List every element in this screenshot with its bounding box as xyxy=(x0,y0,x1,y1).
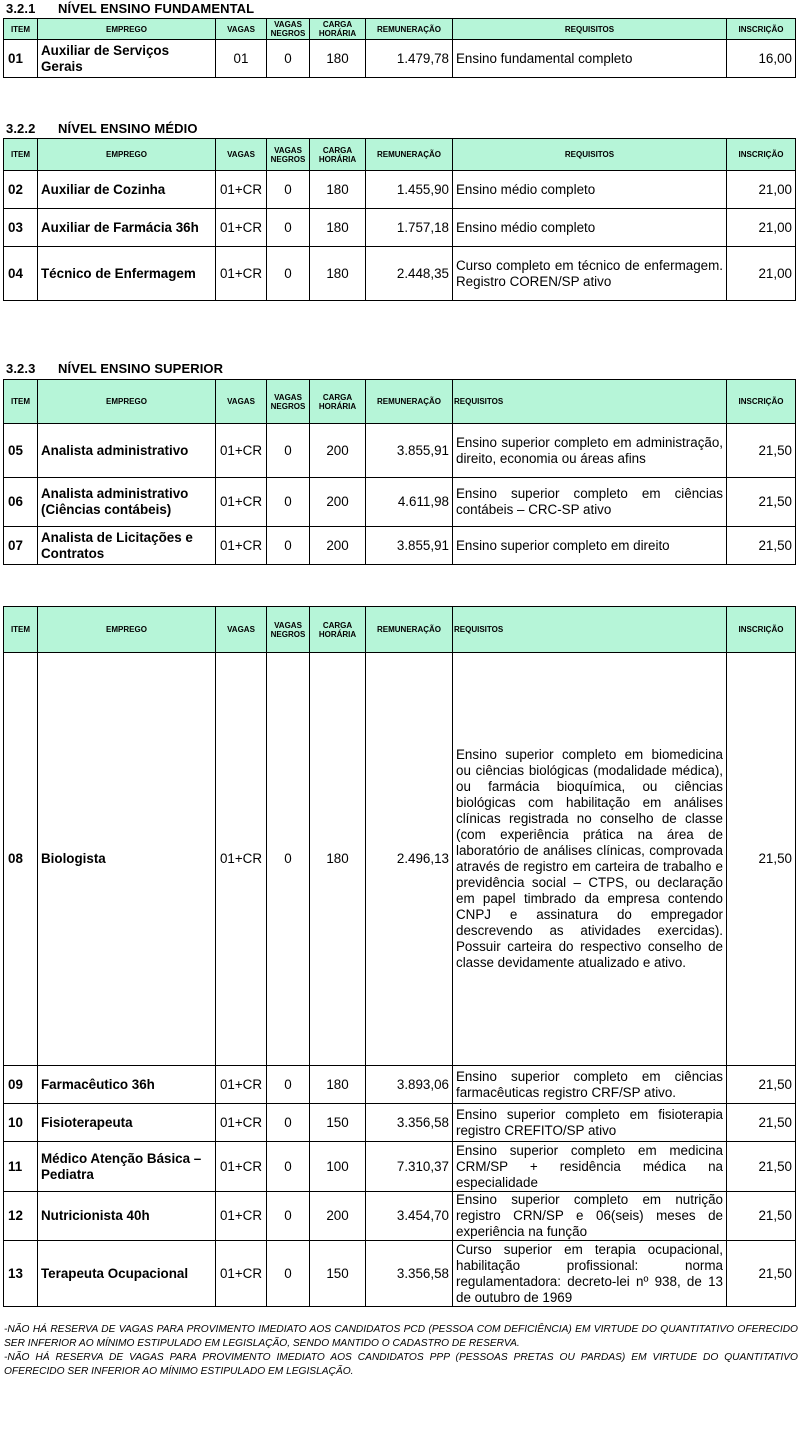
requisitos-cell: Ensino médio completo xyxy=(453,209,727,247)
vagas-negros-cell: 0 xyxy=(267,1142,310,1192)
emprego-cell: Auxiliar de Farmácia 36h xyxy=(38,209,216,247)
section-number: 3.2.3 xyxy=(6,361,36,376)
emprego-cell: Farmacêutico 36h xyxy=(38,1066,216,1104)
emprego-cell: Nutricionista 40h xyxy=(38,1192,216,1241)
vagas-cell: 01 xyxy=(216,40,267,78)
vagas-negros-cell: 0 xyxy=(267,209,310,247)
requisitos-cell: Ensino superior completo em ciências contábeis – CRC-SP ativo xyxy=(453,478,727,527)
inscricao-cell: 21,50 xyxy=(727,527,796,565)
requisitos-cell: Ensino superior completo em nutrição registro CRN/SP e 06(seis) meses de experiência na função xyxy=(453,1192,727,1241)
vagas-cell: 01+CR xyxy=(216,478,267,527)
column-header: VAGAS NEGROS xyxy=(267,607,310,653)
item-cell: 07 xyxy=(4,527,38,565)
column-header: CARGA HORÁRIA xyxy=(310,139,366,171)
section-number: 3.2.1 xyxy=(6,1,36,16)
inscricao-cell: 21,00 xyxy=(727,247,796,301)
column-header: VAGAS xyxy=(216,607,267,653)
vagas-negros-cell: 0 xyxy=(267,478,310,527)
requisitos-cell: Curso completo em técnico de enfermagem. Registro COREN/SP ativo xyxy=(453,247,727,301)
column-header: ITEM xyxy=(4,19,38,40)
column-header: REMUNERAÇÃO xyxy=(366,380,453,424)
requisitos-cell: Ensino superior completo em direito xyxy=(453,527,727,565)
column-header: EMPREGO xyxy=(38,380,216,424)
column-header: REQUISITOS xyxy=(453,607,727,653)
header-row xyxy=(4,19,796,40)
item-cell: 13 xyxy=(4,1241,38,1307)
column-header: INSCRIÇÃO xyxy=(727,380,796,424)
inscricao-cell: 21,50 xyxy=(727,1142,796,1192)
remuneracao-cell: 1.455,90 xyxy=(366,171,453,209)
column-header: VAGAS xyxy=(216,19,267,40)
vagas-negros-cell: 0 xyxy=(267,653,310,1066)
column-header: CARGA HORÁRIA xyxy=(310,380,366,424)
carga-horaria-cell: 150 xyxy=(310,1104,366,1142)
vagas-cell: 01+CR xyxy=(216,209,267,247)
item-cell: 06 xyxy=(4,478,38,527)
section-title: NÍVEL ENSINO FUNDAMENTAL xyxy=(58,1,255,16)
vagas-cell: 01+CR xyxy=(216,653,267,1066)
column-header: EMPREGO xyxy=(38,139,216,171)
vagas-cell: 01+CR xyxy=(216,247,267,301)
emprego-cell: Analista administrativo xyxy=(38,424,216,478)
item-cell: 04 xyxy=(4,247,38,301)
item-cell: 02 xyxy=(4,171,38,209)
inscricao-cell: 21,00 xyxy=(727,209,796,247)
item-cell: 05 xyxy=(4,424,38,478)
remuneracao-cell: 3.454,70 xyxy=(366,1192,453,1241)
table-row xyxy=(4,478,796,527)
remuneracao-cell: 3.356,58 xyxy=(366,1241,453,1307)
carga-horaria-cell: 200 xyxy=(310,527,366,565)
requisitos-cell: Ensino médio completo xyxy=(453,171,727,209)
table-row xyxy=(4,527,796,565)
header-row xyxy=(4,607,796,653)
vagas-cell: 01+CR xyxy=(216,1241,267,1307)
column-header: REMUNERAÇÃO xyxy=(366,607,453,653)
inscricao-cell: 16,00 xyxy=(727,40,796,78)
carga-horaria-cell: 200 xyxy=(310,478,366,527)
vagas-negros-cell: 0 xyxy=(267,1066,310,1104)
requisitos-cell: Ensino superior completo em administração, direito, economia ou áreas afins xyxy=(453,424,727,478)
column-header: INSCRIÇÃO xyxy=(727,139,796,171)
item-cell: 10 xyxy=(4,1104,38,1142)
remuneracao-cell: 3.855,91 xyxy=(366,424,453,478)
jobs-table xyxy=(3,379,796,565)
emprego-cell: Auxiliar de Serviços Gerais xyxy=(38,40,216,78)
emprego-cell: Auxiliar de Cozinha xyxy=(38,171,216,209)
column-header: INSCRIÇÃO xyxy=(727,607,796,653)
vagas-negros-cell: 0 xyxy=(267,1104,310,1142)
requisitos-cell: Ensino superior completo em medicina CRM/SP + residência médica na especialidade xyxy=(453,1142,727,1192)
column-header: REQUISITOS xyxy=(453,19,727,40)
column-header: ITEM xyxy=(4,607,38,653)
emprego-cell: Fisioterapeuta xyxy=(38,1104,216,1142)
column-header: EMPREGO xyxy=(38,19,216,40)
vagas-cell: 01+CR xyxy=(216,1104,267,1142)
table-row xyxy=(4,1192,796,1241)
emprego-cell: Analista administrativo (Ciências contábeis) xyxy=(38,478,216,527)
column-header: VAGAS NEGROS xyxy=(267,380,310,424)
inscricao-cell: 21,50 xyxy=(727,1104,796,1142)
carga-horaria-cell: 180 xyxy=(310,247,366,301)
section-title: NÍVEL ENSINO MÉDIO xyxy=(58,121,198,136)
requisitos-cell: Ensino superior completo em ciências farmacêuticas registro CRF/SP ativo. xyxy=(453,1066,727,1104)
emprego-cell: Terapeuta Ocupacional xyxy=(38,1241,216,1307)
requisitos-cell: Ensino superior completo em fisioterapia registro CREFITO/SP ativo xyxy=(453,1104,727,1142)
vagas-negros-cell: 0 xyxy=(267,247,310,301)
section-heading-superior xyxy=(6,361,223,376)
header-row xyxy=(4,139,796,171)
carga-horaria-cell: 180 xyxy=(310,171,366,209)
inscricao-cell: 21,50 xyxy=(727,1192,796,1241)
requisitos-cell: Curso superior em terapia ocupacional, habilitação profissional: norma regulamentadora: decreto-lei nº 938, de 13 de outubro de 1969 xyxy=(453,1241,727,1307)
column-header: REMUNERAÇÃO xyxy=(366,19,453,40)
remuneracao-cell: 1.479,78 xyxy=(366,40,453,78)
emprego-cell: Técnico de Enfermagem xyxy=(38,247,216,301)
remuneracao-cell: 2.496,13 xyxy=(366,653,453,1066)
item-cell: 11 xyxy=(4,1142,38,1192)
column-header: REQUISITOS xyxy=(453,139,727,171)
section-number: 3.2.2 xyxy=(6,121,36,136)
column-header: VAGAS NEGROS xyxy=(267,139,310,171)
column-header: REQUISITOS xyxy=(453,380,727,424)
remuneracao-cell: 3.855,91 xyxy=(366,527,453,565)
column-header: INSCRIÇÃO xyxy=(727,19,796,40)
vagas-negros-cell: 0 xyxy=(267,171,310,209)
inscricao-cell: 21,50 xyxy=(727,478,796,527)
table-row xyxy=(4,1142,796,1192)
carga-horaria-cell: 180 xyxy=(310,40,366,78)
column-header: ITEM xyxy=(4,380,38,424)
vagas-cell: 01+CR xyxy=(216,171,267,209)
emprego-cell: Biologista xyxy=(38,653,216,1066)
requisitos-cell: Ensino superior completo em biomedicina ou ciências biológicas (modalidade médica), ou farmácia bioquímica, ou ciências biológicas com habilitação em análises clínicas registrada no conselho de classe (com experiência prática na área de laboratório de análises clínicas, comprovada através de registro em carteira de trabalho e previdência social – CTPS, ou declaração em papel timbrado da empresa contendo CNPJ e assinatura do empregador descrevendo as atividades exercidas). Possuir carteira do respectivo conselho de classe devidamente atualizado e ativo. xyxy=(453,653,727,1066)
vagas-cell: 01+CR xyxy=(216,424,267,478)
section-title: NÍVEL ENSINO SUPERIOR xyxy=(58,361,224,376)
column-header: VAGAS xyxy=(216,139,267,171)
footnote-pcd: -NÃO HÁ RESERVA DE VAGAS PARA PROVIMENTO IMEDIATO AOS CANDIDATOS PCD (PESSOA COM DEFICIÊNCIA) EM VIRTUDE DO QUANTITATIVO OFERECIDO SER INFERIOR AO MÍNIMO ESTIPULADO EM LEGISLAÇÃO, SENDO MANTIDO O CADASTRO DE RESERVA. xyxy=(4,1324,798,1349)
section-heading-fundamental xyxy=(6,1,254,16)
vagas-negros-cell: 0 xyxy=(267,40,310,78)
vagas-cell: 01+CR xyxy=(216,1192,267,1241)
header-row xyxy=(4,380,796,424)
carga-horaria-cell: 150 xyxy=(310,1241,366,1307)
remuneracao-cell: 3.356,58 xyxy=(366,1104,453,1142)
item-cell: 01 xyxy=(4,40,38,78)
table-row xyxy=(4,1104,796,1142)
jobs-table xyxy=(3,606,796,1307)
vagas-negros-cell: 0 xyxy=(267,1192,310,1241)
remuneracao-cell: 1.757,18 xyxy=(366,209,453,247)
jobs-table xyxy=(3,138,796,301)
inscricao-cell: 21,50 xyxy=(727,1241,796,1307)
table-row xyxy=(4,40,796,78)
column-header: VAGAS NEGROS xyxy=(267,19,310,40)
emprego-cell: Analista de Licitações e Contratos xyxy=(38,527,216,565)
table-row xyxy=(4,1241,796,1307)
vagas-cell: 01+CR xyxy=(216,1142,267,1192)
footnote-ppp: -NÃO HÁ RESERVA DE VAGAS PARA PROVIMENTO IMEDIATO AOS CANDIDATOS PPP (PESSOAS PRETAS OU PARDAS) EM VIRTUDE DO QUANTITATIVO OFERECIDO SER INFERIOR AO MÍNIMO ESTIPULADO EM LEGISLAÇÃO. xyxy=(4,1352,798,1377)
inscricao-cell: 21,50 xyxy=(727,653,796,1066)
carga-horaria-cell: 180 xyxy=(310,1066,366,1104)
carga-horaria-cell: 200 xyxy=(310,424,366,478)
carga-horaria-cell: 100 xyxy=(310,1142,366,1192)
column-header: REMUNERAÇÃO xyxy=(366,139,453,171)
inscricao-cell: 21,50 xyxy=(727,424,796,478)
column-header: EMPREGO xyxy=(38,607,216,653)
vagas-negros-cell: 0 xyxy=(267,527,310,565)
table-row xyxy=(4,247,796,301)
requisitos-cell: Ensino fundamental completo xyxy=(453,40,727,78)
vagas-negros-cell: 0 xyxy=(267,1241,310,1307)
vagas-cell: 01+CR xyxy=(216,1066,267,1104)
inscricao-cell: 21,50 xyxy=(727,1066,796,1104)
column-header: CARGA HORÁRIA xyxy=(310,19,366,40)
table-row xyxy=(4,424,796,478)
table-row xyxy=(4,653,796,1066)
emprego-cell: Médico Atenção Básica – Pediatra xyxy=(38,1142,216,1192)
item-cell: 09 xyxy=(4,1066,38,1104)
remuneracao-cell: 3.893,06 xyxy=(366,1066,453,1104)
remuneracao-cell: 4.611,98 xyxy=(366,478,453,527)
table-row xyxy=(4,209,796,247)
item-cell: 08 xyxy=(4,653,38,1066)
vagas-negros-cell: 0 xyxy=(267,424,310,478)
column-header: CARGA HORÁRIA xyxy=(310,607,366,653)
item-cell: 03 xyxy=(4,209,38,247)
remuneracao-cell: 7.310,37 xyxy=(366,1142,453,1192)
jobs-table xyxy=(3,18,796,78)
table-row xyxy=(4,1066,796,1104)
column-header: ITEM xyxy=(4,139,38,171)
inscricao-cell: 21,00 xyxy=(727,171,796,209)
table-row xyxy=(4,171,796,209)
carga-horaria-cell: 200 xyxy=(310,1192,366,1241)
column-header: VAGAS xyxy=(216,380,267,424)
carga-horaria-cell: 180 xyxy=(310,209,366,247)
remuneracao-cell: 2.448,35 xyxy=(366,247,453,301)
vagas-cell: 01+CR xyxy=(216,527,267,565)
section-heading-medio xyxy=(6,121,198,136)
carga-horaria-cell: 180 xyxy=(310,653,366,1066)
item-cell: 12 xyxy=(4,1192,38,1241)
footnotes xyxy=(4,1323,798,1379)
